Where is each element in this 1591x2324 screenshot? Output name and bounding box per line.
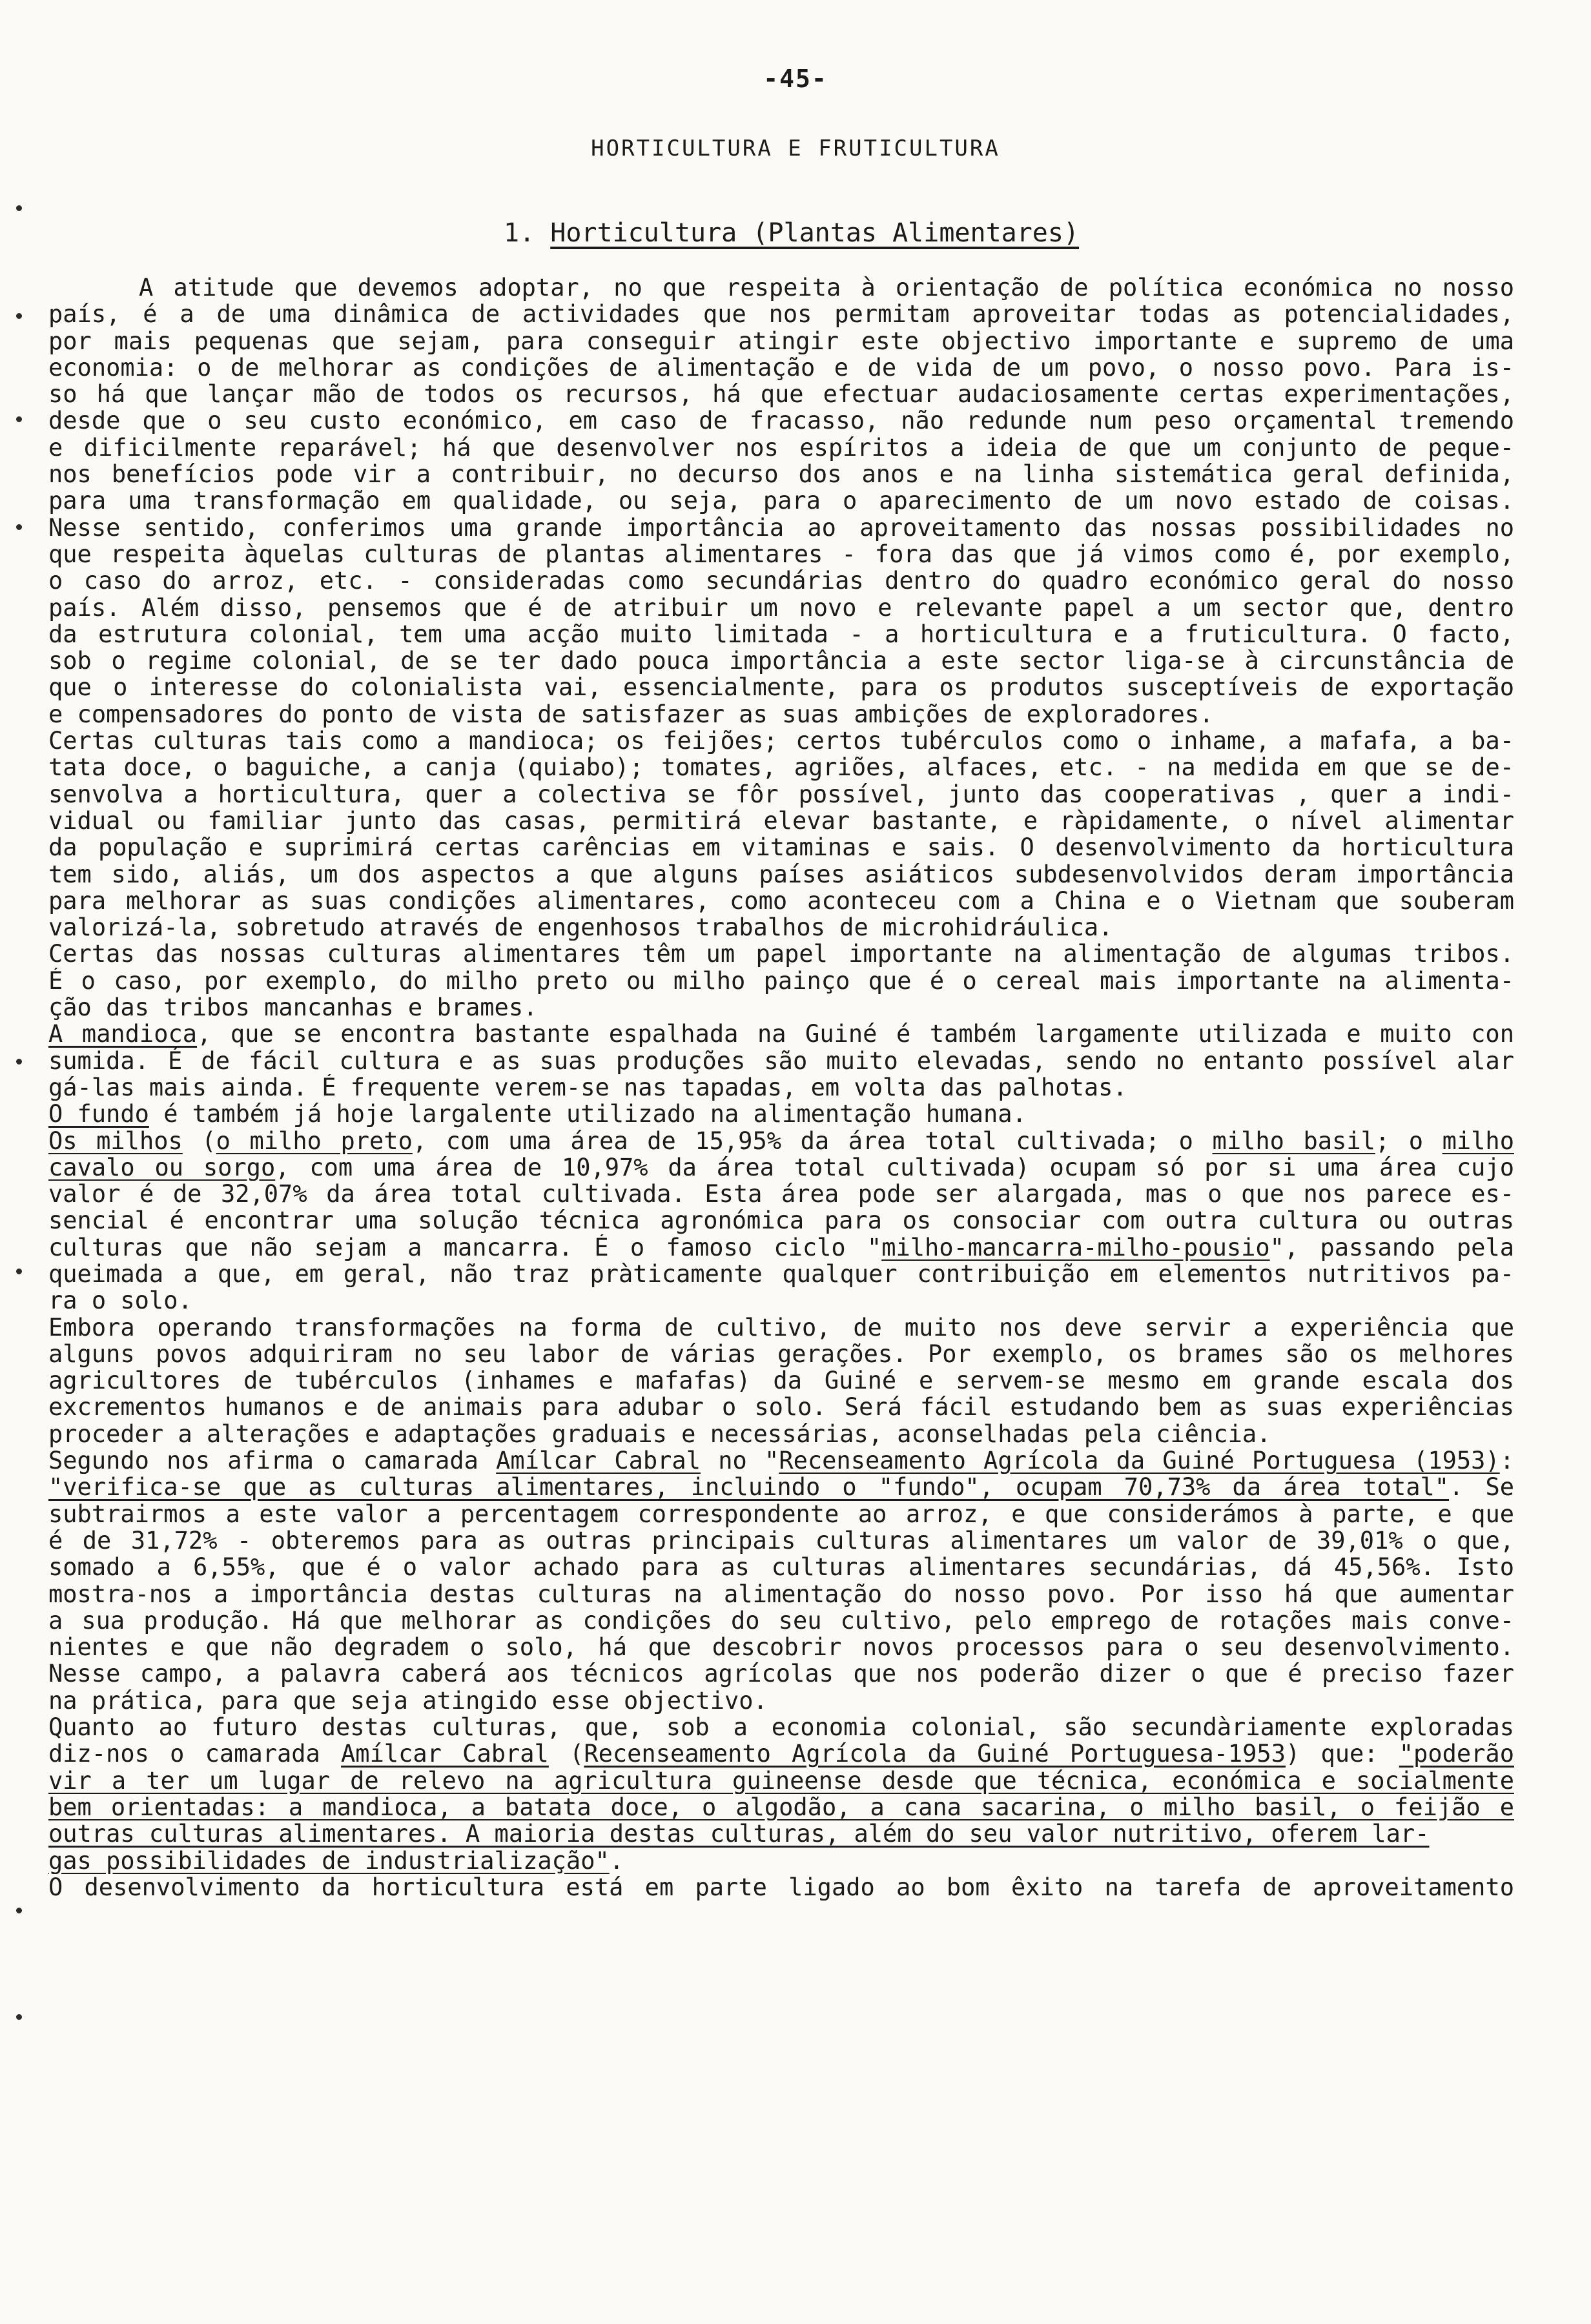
text-line bbox=[48, 1261, 1514, 1287]
margin-mark bbox=[16, 1908, 22, 1913]
margin-mark bbox=[16, 2014, 22, 2020]
text-run: É o caso, por exemplo, do milho preto ou milho painço que é o cereal mais importante na alimenta- bbox=[48, 967, 1514, 995]
text-line bbox=[48, 1848, 1514, 1874]
text-line bbox=[48, 1128, 1514, 1154]
text-line bbox=[48, 1287, 1514, 1314]
underlined-text: Recenseamento Agrícola da Guiné Portuguesa-1953 bbox=[584, 1740, 1286, 1768]
text-line bbox=[48, 407, 1514, 434]
text-line bbox=[48, 1687, 1514, 1714]
text-line bbox=[48, 914, 1514, 941]
margin-mark bbox=[16, 524, 22, 530]
text-run: Certas das nossas culturas alimentares têm um papel importante na alimentação de algumas tribos. bbox=[48, 941, 1514, 968]
underlined-text: milho basil bbox=[1212, 1127, 1375, 1154]
underlined-text: outras culturas alimentares. A maioria destas culturas, além do seu valor nutritivo, oferem lar- bbox=[48, 1820, 1430, 1848]
text-run: : bbox=[1499, 1447, 1514, 1474]
text-run: excrementos humanos e de animais para adubar o solo. Será fácil estudando bem as suas experiências bbox=[48, 1394, 1514, 1421]
text-run: da população e suprimirá certas carências em vitaminas e sais. O desenvolvimento da horticultura bbox=[48, 834, 1514, 861]
margin-mark bbox=[16, 416, 22, 422]
text-line bbox=[48, 461, 1514, 487]
text-run: sencial é encontrar uma solução técnica agronómica para os consociar com outra cultura ou outras bbox=[48, 1207, 1514, 1234]
text-run: ( bbox=[182, 1127, 216, 1154]
text-run: somado a 6,55%, que é o valor achado para as culturas alimentares secundárias, dá 45,56%. Isto bbox=[48, 1554, 1514, 1581]
text-run: Quanto ao futuro destas culturas, que, sob a economia colonial, são secundàriamente exploradas bbox=[48, 1714, 1514, 1741]
text-run: e dificilmente reparável; há que desenvolver nos espíritos a ideia de que um conjunto de peque- bbox=[48, 434, 1514, 462]
text-run: sob o regime colonial, de se ter dado pouca importância a este sector liga-se à circunstância de bbox=[48, 647, 1514, 675]
text-line bbox=[48, 1474, 1514, 1500]
text-run: Segundo nos afirma o camarada bbox=[48, 1447, 497, 1474]
text-run: tata doce, o baguiche, a canja (quiabo); tomates, agriões, alfaces, etc. - na medida em que se de- bbox=[48, 754, 1514, 781]
text-run: gá-las mais ainda. É frequente verem-se nas tapadas, em volta das palhotas. bbox=[48, 1074, 1127, 1101]
margin-mark bbox=[16, 1059, 22, 1065]
text-line bbox=[48, 381, 1514, 407]
text-line bbox=[48, 728, 1514, 754]
text-run: da estrutura colonial, tem uma acção muito limitada - a horticultura e a fruticultura. O facto, bbox=[48, 620, 1514, 648]
text-run: desde que o seu custo económico, em caso de fracasso, não redunde num peso orçamental tremendo bbox=[48, 407, 1514, 434]
section-number: 1. bbox=[504, 218, 535, 248]
underlined-text: "poderão bbox=[1399, 1740, 1514, 1768]
text-run: agricultores de tubérculos (inhames e mafafas) da Guiné e servem-se mesmo em grande escala dos bbox=[48, 1367, 1514, 1394]
text-run: no " bbox=[700, 1447, 779, 1474]
text-line bbox=[48, 595, 1514, 621]
text-line bbox=[48, 434, 1514, 461]
underlined-text: O fundo bbox=[48, 1101, 149, 1128]
margin-mark bbox=[16, 205, 22, 211]
underlined-text: cavalo ou sorgo bbox=[48, 1154, 276, 1181]
text-line bbox=[48, 647, 1514, 674]
text-line bbox=[48, 1527, 1514, 1554]
chapter-title: HORTICULTURA E FRUTICULTURA bbox=[591, 136, 1000, 161]
text-run: ção das tribos mancanhas e brames. bbox=[48, 994, 538, 1021]
underlined-text: Os milhos bbox=[48, 1127, 183, 1154]
text-run: . bbox=[609, 1847, 624, 1874]
text-line bbox=[48, 515, 1514, 541]
margin-mark bbox=[16, 1269, 22, 1274]
text-line bbox=[48, 1447, 1514, 1474]
text-line bbox=[48, 1740, 1514, 1767]
text-run: que o interesse do colonialista vai, essencialmente, para os produtos susceptíveis de exportação bbox=[48, 674, 1514, 701]
text-run: economia: o de melhorar as condições de alimentação e de vida de um povo, o nosso povo. Para is- bbox=[48, 354, 1514, 382]
text-run: ; o bbox=[1375, 1127, 1442, 1154]
text-line bbox=[48, 301, 1514, 327]
text-line bbox=[48, 1074, 1514, 1101]
text-line bbox=[48, 274, 1514, 301]
underlined-text: "verifica-se que as culturas alimentares, incluindo o "fundo", ocupam 70,73% da área total" bbox=[48, 1474, 1450, 1501]
text-line bbox=[48, 354, 1514, 381]
text-run: nientes e que não degradem o solo, há que descobrir novos processos para o seu desenvolvimento. bbox=[48, 1634, 1514, 1661]
text-run: queimada a que, em geral, não traz pràticamente qualquer contribuição em elementos nutritivos pa- bbox=[48, 1260, 1514, 1288]
text-run: por mais pequenas que sejam, para conseguir atingir este objectivo importante e supremo de uma bbox=[48, 327, 1514, 354]
underlined-text: Amílcar Cabral bbox=[496, 1447, 701, 1474]
text-run: valor é de 32,07% da área total cultivada. Esta área pode ser alargada, mas o que nos parece es- bbox=[48, 1181, 1514, 1208]
text-line bbox=[48, 1714, 1514, 1740]
page-number: -45- bbox=[763, 65, 828, 93]
text-line bbox=[48, 541, 1514, 567]
text-run: valorizá-la, sobretudo através de engenhosos trabalhos de microhidráulica. bbox=[48, 914, 1113, 941]
text-run: país, é a de uma dinâmica de actividades que nos permitam aproveitar todas as potencialidades, bbox=[48, 301, 1514, 328]
text-run: e compensadores do ponto de vista de satisfazer as suas ambições de exploradores. bbox=[48, 700, 1214, 728]
text-run: ra o solo. bbox=[48, 1287, 192, 1314]
text-run: A atitude que devemos adoptar, no que respeita à orientação de política económica no nosso bbox=[139, 274, 1514, 301]
text-line bbox=[48, 808, 1514, 834]
text-run: que respeita àquelas culturas de plantas alimentares - fora das que já vimos como é, por exemplo, bbox=[48, 540, 1514, 568]
text-run: nos benefícios pode vir a contribuir, no decurso dos anos e na linha sistemática geral definida, bbox=[48, 461, 1514, 488]
text-line bbox=[48, 674, 1514, 700]
text-run: , com uma área de 15,95% da área total cultivada; o bbox=[412, 1127, 1213, 1154]
text-run: Embora operando transformações na forma de cultivo, de muito nos deve servir a experiência que bbox=[48, 1314, 1514, 1341]
text-line bbox=[48, 781, 1514, 808]
body-text bbox=[48, 274, 1514, 1901]
underlined-text: vir a ter um lugar de relevo na agricultura guineense desde que técnica, económica e socialmente bbox=[48, 1767, 1514, 1794]
text-line bbox=[48, 1341, 1514, 1367]
text-line bbox=[48, 1314, 1514, 1341]
text-line bbox=[48, 1021, 1514, 1047]
text-line bbox=[48, 968, 1514, 994]
text-line bbox=[48, 1048, 1514, 1074]
text-line bbox=[48, 861, 1514, 888]
text-line bbox=[48, 1367, 1514, 1394]
text-line bbox=[48, 1607, 1514, 1634]
text-line bbox=[48, 1207, 1514, 1234]
text-line bbox=[48, 1154, 1514, 1181]
text-line bbox=[48, 1634, 1514, 1660]
underlined-text: milho-mancarra-milho-pousio bbox=[881, 1234, 1270, 1261]
text-line bbox=[48, 888, 1514, 914]
text-line bbox=[48, 941, 1514, 967]
text-run: ", passando pela bbox=[1269, 1234, 1514, 1261]
text-run: diz-nos o camarada bbox=[48, 1740, 342, 1768]
text-line bbox=[48, 1660, 1514, 1687]
text-line bbox=[48, 1794, 1514, 1820]
text-run: Certas culturas tais como a mandioca; os feijões; certos tubérculos como o inhame, a mafafa, a ba- bbox=[48, 728, 1514, 755]
text-run: Nesse campo, a palavra caberá aos técnicos agrícolas que nos poderão dizer o que é preciso fazer bbox=[48, 1660, 1514, 1687]
text-line bbox=[48, 487, 1514, 514]
text-line bbox=[48, 1394, 1514, 1420]
section-heading bbox=[504, 218, 1149, 248]
text-run: culturas que não sejam a mancarra. É o famoso ciclo " bbox=[48, 1234, 882, 1261]
text-line bbox=[48, 1181, 1514, 1207]
text-run: . Se bbox=[1449, 1474, 1514, 1501]
text-run: ) que: bbox=[1285, 1740, 1399, 1768]
text-line bbox=[48, 567, 1514, 594]
text-run: é de 31,72% - obteremos para as outras principais culturas alimentares um valor de 39,01% o que, bbox=[48, 1527, 1514, 1554]
underlined-text: milho bbox=[1442, 1127, 1514, 1154]
text-run: vidual ou familiar junto das casas, permitirá elevar bastante, e ràpidamente, o nível alimentar bbox=[48, 807, 1514, 835]
text-run: mostra-nos a importância destas culturas na alimentação do nosso povo. Por isso há que aumentar bbox=[48, 1580, 1514, 1607]
text-line bbox=[48, 1101, 1514, 1127]
text-run: subtrairmos a este valor a percentagem correspondente ao arroz, e que considerámos à parte, e que bbox=[48, 1500, 1514, 1527]
underlined-text: gas possibilidades de industrialização" bbox=[48, 1847, 610, 1874]
text-run: proceder a alterações e adaptações graduais e necessárias, aconselhadas pela ciência. bbox=[48, 1420, 1271, 1448]
text-line bbox=[48, 754, 1514, 780]
text-line bbox=[48, 1501, 1514, 1527]
section-title: Horticultura (Plantas Alimentares) bbox=[550, 218, 1080, 248]
text-run: ( bbox=[548, 1740, 584, 1768]
text-line bbox=[48, 994, 1514, 1021]
underlined-text: bem orientadas: a mandioca, a batata doce, o algodão, a cana sacarina, o milho basil, o feijão e bbox=[48, 1793, 1514, 1821]
text-run: alguns povos adquiriram no seu labor de várias gerações. Por exemplo, os brames são os melhores bbox=[48, 1340, 1514, 1368]
text-run: Nesse sentido, conferimos uma grande importância ao aproveitamento das nossas possibilidades no bbox=[48, 514, 1514, 541]
text-line bbox=[48, 1581, 1514, 1607]
text-line bbox=[48, 701, 1514, 728]
text-run: para melhorar as suas condições alimentares, como aconteceu com a China e o Vietnam que souberam bbox=[48, 887, 1514, 915]
text-run: tem sido, aliás, um dos aspectos a que alguns países asiáticos subdesenvolvidos deram importância bbox=[48, 861, 1514, 888]
underlined-text: Amílcar Cabral bbox=[341, 1740, 549, 1768]
margin-mark bbox=[16, 313, 22, 319]
text-line bbox=[48, 1874, 1514, 1901]
text-line bbox=[48, 1554, 1514, 1580]
text-run: sumida. É de fácil cultura e as suas produções são muito elevadas, sendo no entanto possível alar bbox=[48, 1047, 1514, 1074]
underlined-text: Recenseamento Agrícola da Guiné Portuguesa (1953) bbox=[779, 1447, 1500, 1474]
text-run: O desenvolvimento da horticultura está em parte ligado ao bom êxito na tarefa de aproveitamento bbox=[48, 1873, 1514, 1901]
text-line bbox=[48, 1234, 1514, 1261]
text-line bbox=[48, 621, 1514, 647]
text-run: país. Além disso, pensemos que é de atribuir um novo e relevante papel a um sector que, dentro bbox=[48, 594, 1514, 621]
text-run: a sua produção. Há que melhorar as condições do seu cultivo, pelo emprego de rotações mais conve- bbox=[48, 1607, 1514, 1635]
text-run: , com uma área de 10,97% da área total cultivada) ocupam só por si uma área cujo bbox=[275, 1154, 1514, 1181]
text-run: na prática, para que seja atingido esse objectivo. bbox=[48, 1687, 768, 1715]
text-run: para uma transformação em qualidade, ou seja, para o aparecimento de um novo estado de coisas. bbox=[48, 487, 1514, 515]
text-run: , que se encontra bastante espalhada na Guiné é também largamente utilizada e muito con bbox=[197, 1021, 1514, 1048]
text-run: o caso do arroz, etc. - consideradas como secundárias dentro do quadro económico geral do nosso bbox=[48, 567, 1514, 595]
text-line bbox=[48, 1820, 1514, 1847]
text-run: so há que lançar mão de todos os recursos, há que efectuar audaciosamente certas experimentações, bbox=[48, 381, 1514, 408]
text-line bbox=[48, 328, 1514, 354]
text-run: senvolva a horticultura, quer a colectiva se fôr possível, junto das cooperativas , quer a indi- bbox=[48, 780, 1514, 808]
text-line bbox=[48, 1421, 1514, 1447]
underlined-text: A mandioca bbox=[48, 1021, 198, 1048]
text-line bbox=[48, 1768, 1514, 1794]
underlined-text: o milho preto bbox=[216, 1127, 413, 1154]
text-run: é também já hoje largalente utilizado na alimentação humana. bbox=[149, 1101, 1027, 1128]
text-line bbox=[48, 834, 1514, 861]
